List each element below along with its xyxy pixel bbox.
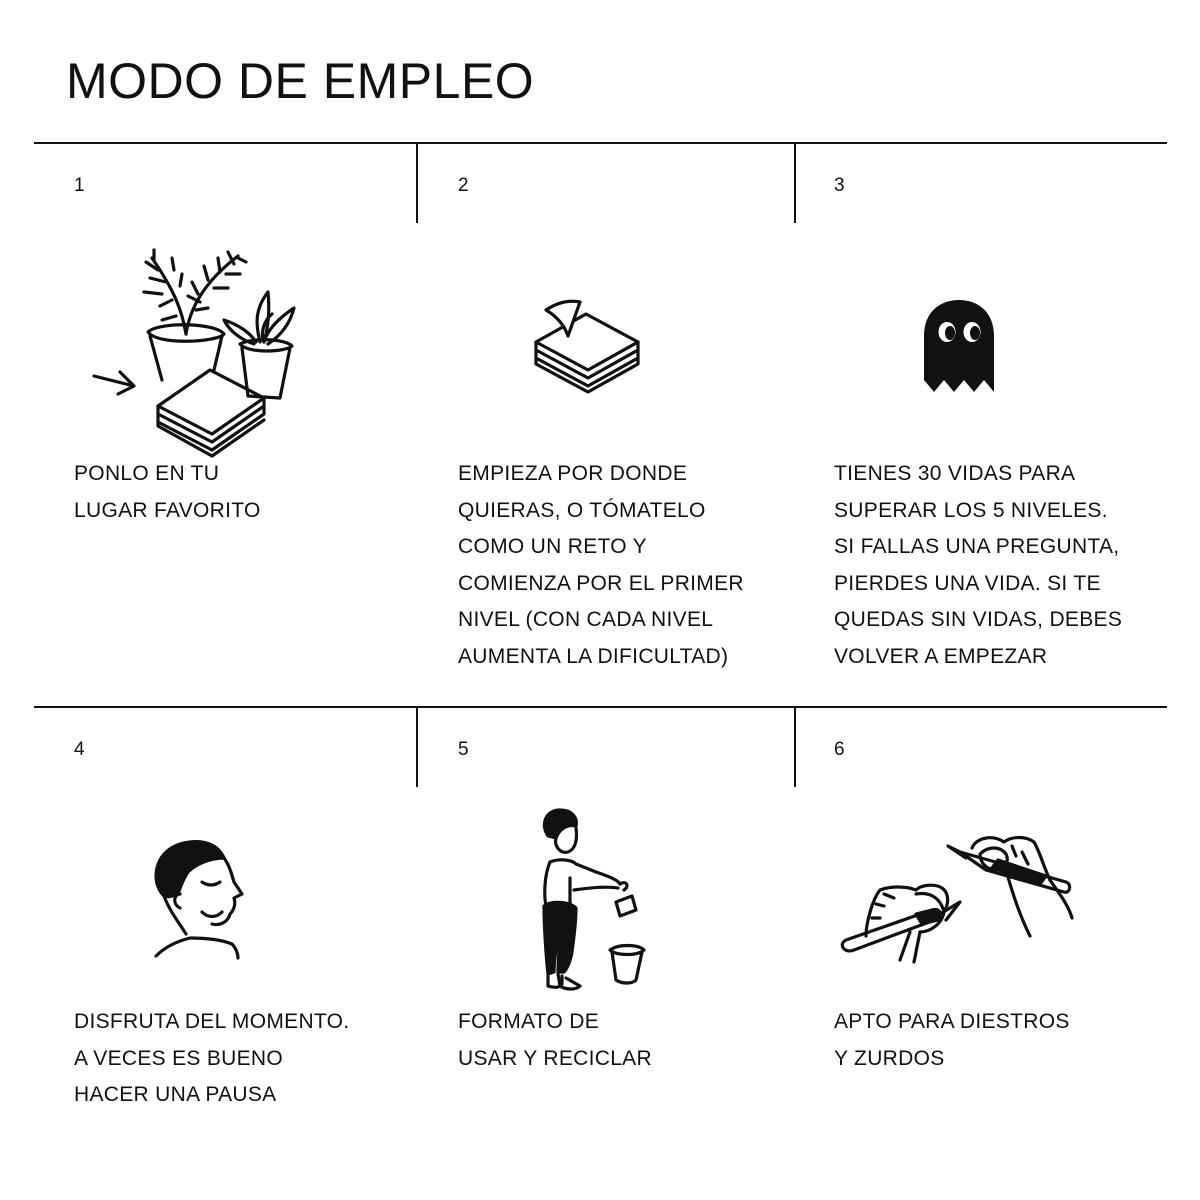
step-1-number: 1 — [74, 175, 85, 196]
step-5-line: USAR Y RECICLAR — [458, 1046, 652, 1070]
step-6-description — [834, 1004, 1070, 1077]
step-6-number: 6 — [834, 739, 845, 760]
row-1-divider — [34, 142, 1167, 144]
column-divider — [416, 143, 418, 223]
step-4-line: HACER UNA PAUSA — [74, 1083, 277, 1106]
row-2-divider — [34, 706, 1167, 708]
column-divider — [794, 707, 796, 787]
ghost-icon — [922, 298, 996, 399]
step-1-line: PONLO EN TU — [74, 462, 220, 485]
step-3-line: PIERDES UNA VIDA. SI TE — [834, 571, 1101, 595]
step-5-description — [458, 1004, 652, 1077]
step-4-number: 4 — [74, 739, 85, 760]
step-2-line: AUMENTA LA DIFICULTAD) — [458, 644, 729, 668]
card-stack-icon — [528, 294, 648, 399]
step-3-line: TIENES 30 VIDAS PARA — [834, 462, 1076, 485]
column-divider — [416, 707, 418, 787]
plants-and-cards-icon — [88, 230, 308, 455]
step-2-number: 2 — [458, 175, 469, 196]
step-2-line: COMO UN RETO Y — [458, 535, 647, 558]
step-4-line: DISFRUTA DEL MOMENTO. — [74, 1010, 350, 1033]
step-2-description — [458, 456, 744, 675]
step-3-line: QUEDAS SIN VIDAS, DEBES — [834, 608, 1123, 631]
step-2-line: EMPIEZA POR DONDE — [458, 462, 688, 485]
step-1-description — [74, 456, 261, 529]
step-2-line: QUIERAS, O TÓMATELO — [458, 498, 706, 522]
person-recycling-icon — [536, 806, 656, 1001]
step-2-line: NIVEL (CON CADA NIVEL — [458, 608, 714, 631]
step-3-description — [834, 456, 1122, 675]
step-3-line: VOLVER A EMPEZAR — [834, 644, 1048, 668]
step-3-number: 3 — [834, 175, 845, 196]
hands-with-pens-icon — [836, 832, 1086, 977]
step-4-line: A VECES ES BUENO — [74, 1046, 284, 1070]
step-3-line: SI FALLAS UNA PREGUNTA, — [834, 535, 1120, 558]
page-title: MODO DE EMPLEO — [66, 53, 535, 109]
step-1-line: LUGAR FAVORITO — [74, 498, 261, 522]
step-5-line: FORMATO DE — [458, 1010, 600, 1033]
step-2-line: COMIENZA POR EL PRIMER — [458, 571, 744, 595]
step-5-number: 5 — [458, 739, 469, 760]
step-4-description — [74, 1004, 349, 1114]
column-divider — [794, 143, 796, 223]
step-6-line: APTO PARA DIESTROS — [834, 1010, 1070, 1033]
step-6-line: Y ZURDOS — [834, 1046, 945, 1070]
smiling-face-icon — [150, 838, 250, 968]
step-3-line: SUPERAR LOS 5 NIVELES. — [834, 498, 1108, 522]
